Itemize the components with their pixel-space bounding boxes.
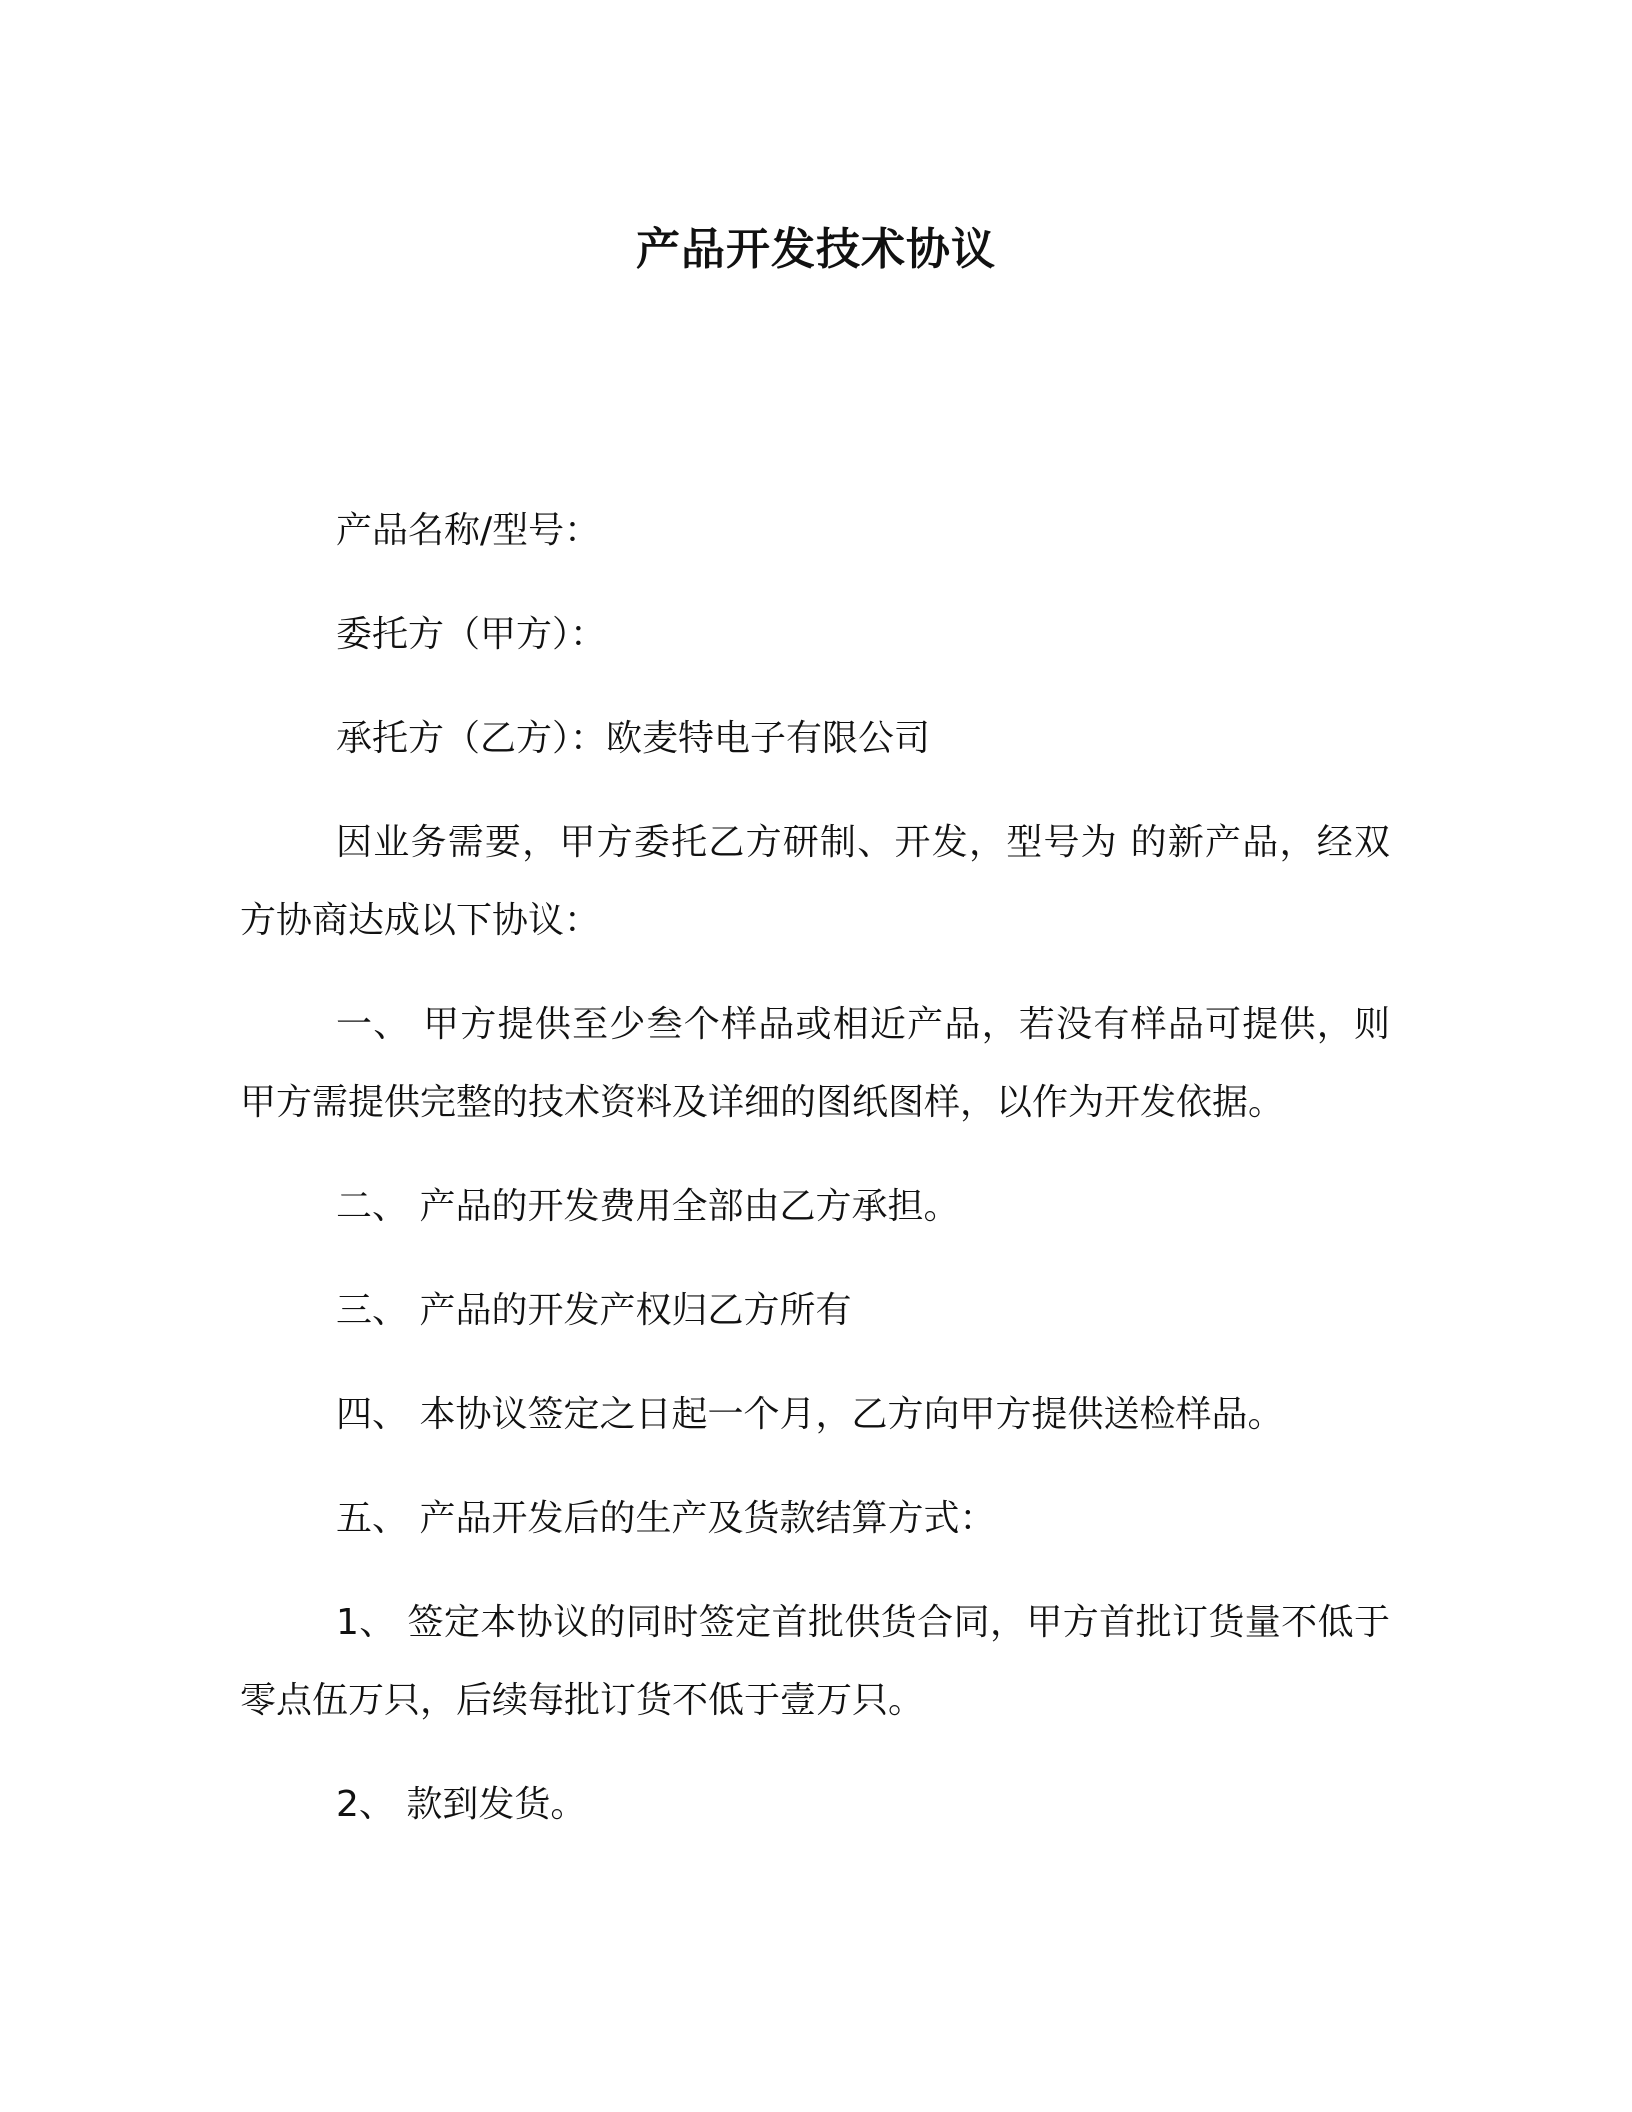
- intro-paragraph: 因业务需要，甲方委托乙方研制、开发，型号为 的新产品，经双方协商达成以下协议：: [240, 822, 1390, 941]
- field-product-name: 产品名称/型号：: [336, 510, 601, 551]
- field-contractor-party-b: 承托方（乙方）：欧麦特电子有限公司: [336, 718, 931, 759]
- document-body: [240, 492, 1390, 1870]
- clause-1: 一、 甲方提供至少叁个样品或相近产品，若没有样品可提供，则甲方需提供完整的技术资料及详细的图纸图样，以作为开发依据。: [240, 1004, 1390, 1123]
- clause-5: 五、 产品开发后的生产及货款结算方式：: [336, 1498, 996, 1539]
- document-title: 产品开发技术协议: [636, 224, 996, 275]
- clause-2: 二、 产品的开发费用全部由乙方承担。: [336, 1186, 960, 1227]
- clause-3: 三、 产品的开发产权归乙方所有: [336, 1290, 852, 1331]
- sub-clause-1: 1、 签定本协议的同时签定首批供货合同，甲方首批订货量不低于零点伍万只，后续每批订货不低于壹万只。: [240, 1602, 1390, 1721]
- field-client-party-a: 委托方（甲方）：: [336, 614, 607, 655]
- sub-clause-2: 2、 款到发货。: [336, 1784, 587, 1825]
- clause-4: 四、 本协议签定之日起一个月，乙方向甲方提供送检样品。: [336, 1394, 1284, 1435]
